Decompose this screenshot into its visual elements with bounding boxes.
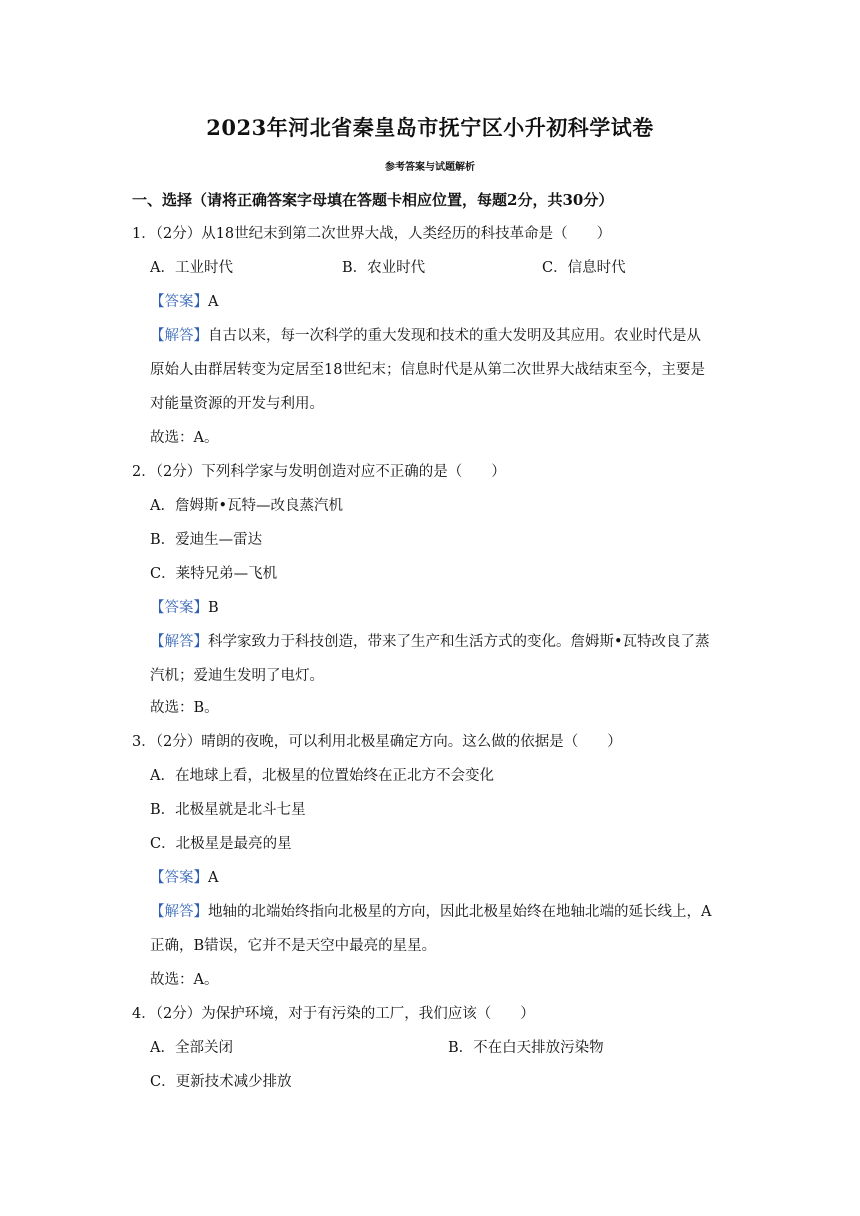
question-2-conclusion: 故选：B。 xyxy=(150,700,219,716)
question-2-option-c: C．莱特兄弟—飞机 xyxy=(150,566,278,582)
question-2-stem: 2．（2分）下列科学家与发明创造对应不正确的是（ ） xyxy=(132,464,506,480)
question-4-stem: 4．（2分）为保护环境，对于有污染的工厂，我们应该（ ） xyxy=(132,1006,535,1022)
question-2-option-b: B．爱迪生—雷达 xyxy=(150,532,263,548)
question-3-answer xyxy=(150,868,218,888)
question-2-analysis-line-1 xyxy=(150,632,710,652)
answer-label: 【答案】 xyxy=(150,600,208,616)
question-3-option-a: A．在地球上看，北极星的位置始终在正北方不会变化 xyxy=(150,768,494,784)
answer-value: A xyxy=(208,294,219,310)
question-1-option-c: C．信息时代 xyxy=(542,260,626,276)
answer-label: 【答案】 xyxy=(150,870,208,886)
question-1-analysis-line-2: 原始人由群居转变为定居至18世纪末；信息时代是从第二次世界大战结束至今，主要是 xyxy=(150,362,705,378)
question-1-conclusion: 故选：A。 xyxy=(150,430,219,446)
question-4-option-c: C．更新技术减少排放 xyxy=(150,1074,292,1090)
question-1-analysis-line-1 xyxy=(150,326,701,346)
question-3-analysis-line-2: 正确，B错误，它并不是天空中最亮的星星。 xyxy=(150,938,437,954)
answer-label: 【答案】 xyxy=(150,294,208,310)
analysis-text: 科学家致力于科技创造，带来了生产和生活方式的变化。詹姆斯•瓦特改良了蒸 xyxy=(208,634,710,650)
question-1-option-b: B．农业时代 xyxy=(342,260,426,276)
answer-value: B xyxy=(208,600,219,616)
analysis-label: 【解答】 xyxy=(150,328,208,344)
section-heading: 一、选择（请将正确答案字母填在答题卡相应位置，每题2分，共30分） xyxy=(132,191,614,209)
analysis-text: 自古以来，每一次科学的重大发现和技术的重大发明及其应用。农业时代是从 xyxy=(208,328,701,344)
analysis-label: 【解答】 xyxy=(150,904,208,920)
question-1-answer xyxy=(150,292,218,312)
question-3-analysis-line-1 xyxy=(150,902,711,922)
analysis-label: 【解答】 xyxy=(150,634,208,650)
question-4-option-b: B．不在白天排放污染物 xyxy=(448,1040,604,1056)
question-4-option-a: A．全部关闭 xyxy=(150,1040,233,1056)
question-2-option-a: A．詹姆斯•瓦特—改良蒸汽机 xyxy=(150,498,344,514)
question-1-analysis-line-3: 对能量资源的开发与利用。 xyxy=(150,396,324,412)
question-3-option-b: B．北极星就是北斗七星 xyxy=(150,802,306,818)
question-2-answer xyxy=(150,598,219,618)
question-2-analysis-line-2: 汽机；爱迪生发明了电灯。 xyxy=(150,668,324,684)
question-3-conclusion: 故选：A。 xyxy=(150,972,219,988)
analysis-text: 地轴的北端始终指向北极星的方向，因此北极星始终在地轴北端的延长线上，A xyxy=(208,904,712,920)
page-subtitle: 参考答案与试题解析 xyxy=(385,162,475,173)
question-3-stem: 3．（2分）晴朗的夜晚，可以利用北极星确定方向。这么做的依据是（ ） xyxy=(132,734,622,750)
answer-value: A xyxy=(208,870,219,886)
page-title: 2023年河北省秦皇岛市抚宁区小升初科学试卷 xyxy=(206,115,654,140)
question-1-stem: 1．（2分）从18世纪末到第二次世界大战，人类经历的科技革命是（ ） xyxy=(132,226,612,242)
question-1-option-a: A．工业时代 xyxy=(150,260,233,276)
question-3-option-c: C．北极星是最亮的星 xyxy=(150,836,292,852)
